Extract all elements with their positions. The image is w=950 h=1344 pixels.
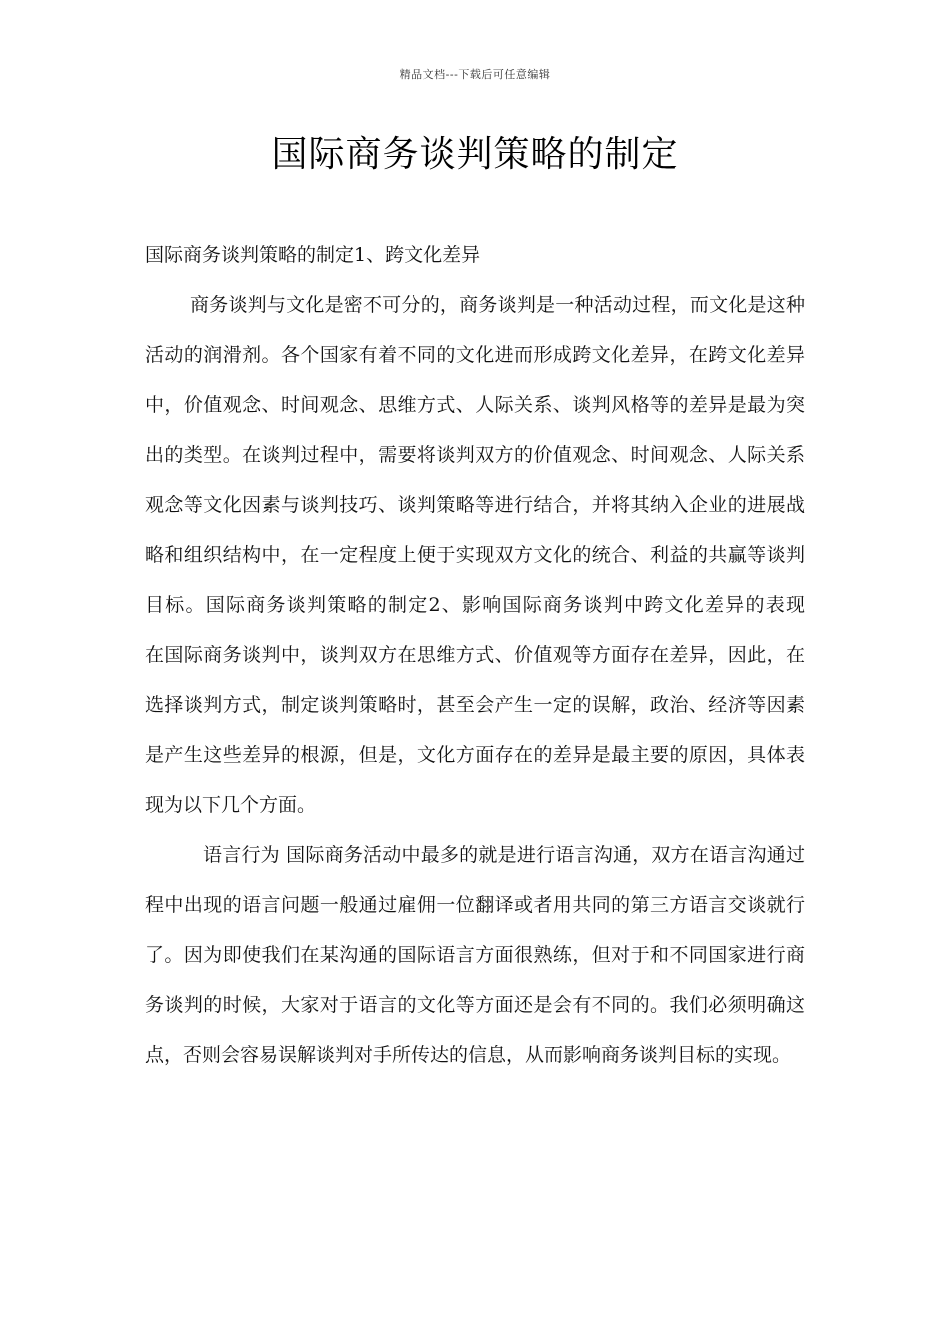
header-note: 精品文档---下载后可任意编辑	[399, 68, 551, 81]
section-subtitle: 国际商务谈判策略的制定1、跨文化差异	[145, 244, 481, 266]
body-paragraph-2: 语言行为 国际商务活动中最多的就是进行语言沟通，双方在语言沟通过程中出现的语言问题一般通过雇佣一位翻译或者用共同的第三方语言交谈就行了。因为即使我们在某沟通的国际语言方面很熟练，但对于和不同国家进行商务谈判的时候，大家对于语言的文化等方面还是会有不同的。我们必须明确这点，否则会容易误解谈判对手所传达的信息，从而影响商务谈判目标的实现。	[145, 844, 805, 1066]
document-body	[145, 230, 844, 1080]
document-title: 国际商务谈判策略的制定	[271, 134, 679, 175]
body-paragraph-1: 商务谈判与文化是密不可分的，商务谈判是一种活动过程，而文化是这种活动的润滑剂。各个国家有着不同的文化进而形成跨文化差异，在跨文化差异中，价值观念、时间观念、思维方式、人际关系、谈判风格等的差异是最为突出的类型。在谈判过程中，需要将谈判双方的价值观念、时间观念、人际关系观念等文化因素与谈判技巧、谈判策略等进行结合，并将其纳入企业的进展战略和组织结构中，在一定程度上便于实现双方文化的统合、利益的共赢等谈判目标。国际商务谈判策略的制定2、影响国际商务谈判中跨文化差异的表现 在国际商务谈判中，谈判双方在思维方式、价值观等方面存在差异，因此，在选择谈判方式，制定谈判策略时，甚至会产生一定的误解，政治、经济等因素是产生这些差异的根源，但是，文化方面存在的差异是最主要的原因，具体表现为以下几个方面。	[145, 294, 844, 816]
